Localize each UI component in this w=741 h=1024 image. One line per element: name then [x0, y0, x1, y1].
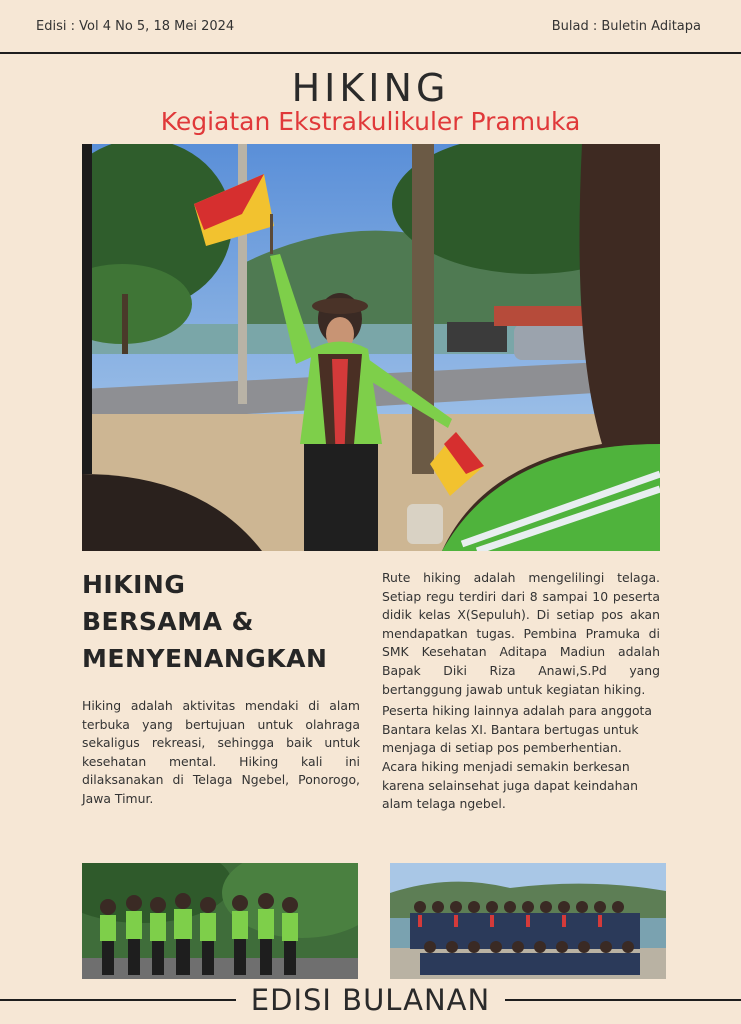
intro-paragraph: Hiking adalah aktivitas mendaki di alam terbuka yang bertujuan untuk olahraga sekaligus rekreasi, sehingga baik untuk kesehatan mental. Hiking kali ini dilaksanakan di Telaga Ngebel, Ponorogo, Jawa Timur.	[82, 698, 360, 806]
headline-line: MENYENANGKAN	[82, 644, 328, 673]
edition-info: Edisi : Vol 4 No 5, 18 Mei 2024	[36, 19, 235, 34]
page-title: HIKING	[291, 66, 450, 110]
publication-name: Bulad : Buletin Aditapa	[551, 19, 701, 34]
article-headline	[82, 566, 372, 677]
group-portrait-photo	[390, 863, 666, 979]
hero-photo	[82, 144, 660, 551]
footer-divider-left	[0, 999, 236, 1001]
route-paragraph: Rute hiking adalah mengelilingi telaga. Setiap regu terdiri dari 8 sampai 10 peserta didik kelas X(Sepuluh). Di setiap pos akan mendapatkan tugas. Pembina Pramuka di SMK Kesehatan Aditapa Madiun adalah Bapak Diki Riza Anawi,S.Pd yang bertanggung jawab untuk kegiatan hiking.	[382, 570, 660, 697]
footer-divider-right	[505, 999, 741, 1001]
group-walking-photo	[82, 863, 358, 979]
participants-paragraph: Peserta hiking lainnya adalah para anggota Bantara kelas XI. Bantara bertugas untuk menjaga di setiap pos pemberhentian. Acara hiking menjadi semakin berkesan karena selainsehat juga dapat keindahan alam telaga ngebel.	[382, 703, 653, 812]
header-divider	[0, 52, 741, 54]
page-subtitle: Kegiatan Ekstrakulikuler Pramuka	[160, 107, 581, 136]
right-column	[382, 569, 660, 817]
headline-line: BERSAMA &	[82, 607, 254, 636]
headline-line: HIKING	[82, 570, 186, 599]
footer-label: EDISI BULANAN	[250, 983, 491, 1017]
